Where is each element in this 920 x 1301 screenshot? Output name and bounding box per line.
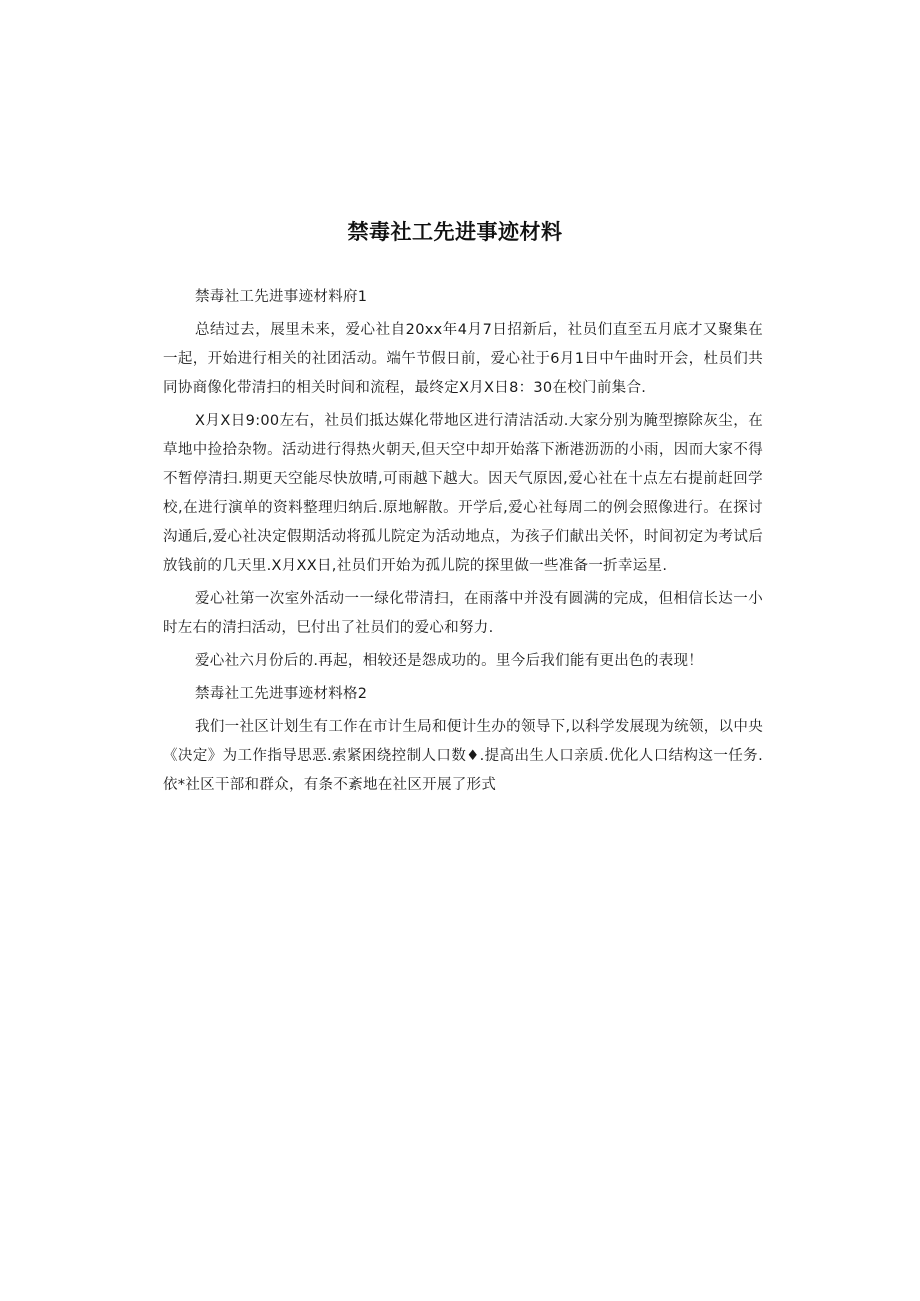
paragraph: 爱心社六月份后的.再起，相较还是怨成功的。里今后我们能有更出色的表现！ <box>195 653 704 669</box>
document-body <box>163 283 763 804</box>
paragraph: 我们一社区计划生有工作在市计生局和便计生办的领导下,以科学发展现为统领，以中央《决定》为工作指导思恶.索紧困绕控制人口数♦.提高出生人口亲质.优化人口结构这一任务.依*社区干部和群众，有条不紊地在社区开展了形式 <box>163 719 763 793</box>
document-title: 禁毒社工先进事迹材料 <box>347 220 563 244</box>
section-heading-2: 禁毒社工先进事迹材料格2 <box>195 686 368 702</box>
paragraph: X月X日9:00左右，社员们抵达媒化带地区进行清洁活动.大家分别为腌型擦除灰尘，在草地中捡拾杂物。活动进行得热火朝天,但天空中却开始落下淅港沥沥的小雨，因而大家不得不暂停清扫.期更天空能尽快放晴,可雨越下越大。因天气原因,爱心社在十点左右提前赶回学校,在进行演单的资料整理归纳后.原地解散。开学后,爱心社每周二的例会照像进行。在探讨沟通后,爱心社决定假期活动将孤儿院定为活动地点，为孩子们献出关怀，时间初定为考试后放钱前的几天里.X月XX日,社员们开始为孤儿院的探里做一些准备一折幸运星. <box>163 413 763 574</box>
paragraph: 爱心社第一次室外活动一一绿化带清扫，在雨落中并没有圆满的完成，但相信长达一小时左右的清扫活动，巳付出了社员们的爱心和努力. <box>163 591 763 636</box>
paragraph: 总结过去，展里未来，爱心社自20xx年4月7日招新后，社员们直至五月底才又聚集在一起，开始进行相关的社团活动。端午节假日前，爱心社于6月1日中午曲时开会，杜员们共同协商像化带清扫的相关时间和流程，最终定X月X日8：30在校门前集合. <box>163 322 763 396</box>
section-heading-1: 禁毒社工先进事迹材料府1 <box>195 289 368 305</box>
